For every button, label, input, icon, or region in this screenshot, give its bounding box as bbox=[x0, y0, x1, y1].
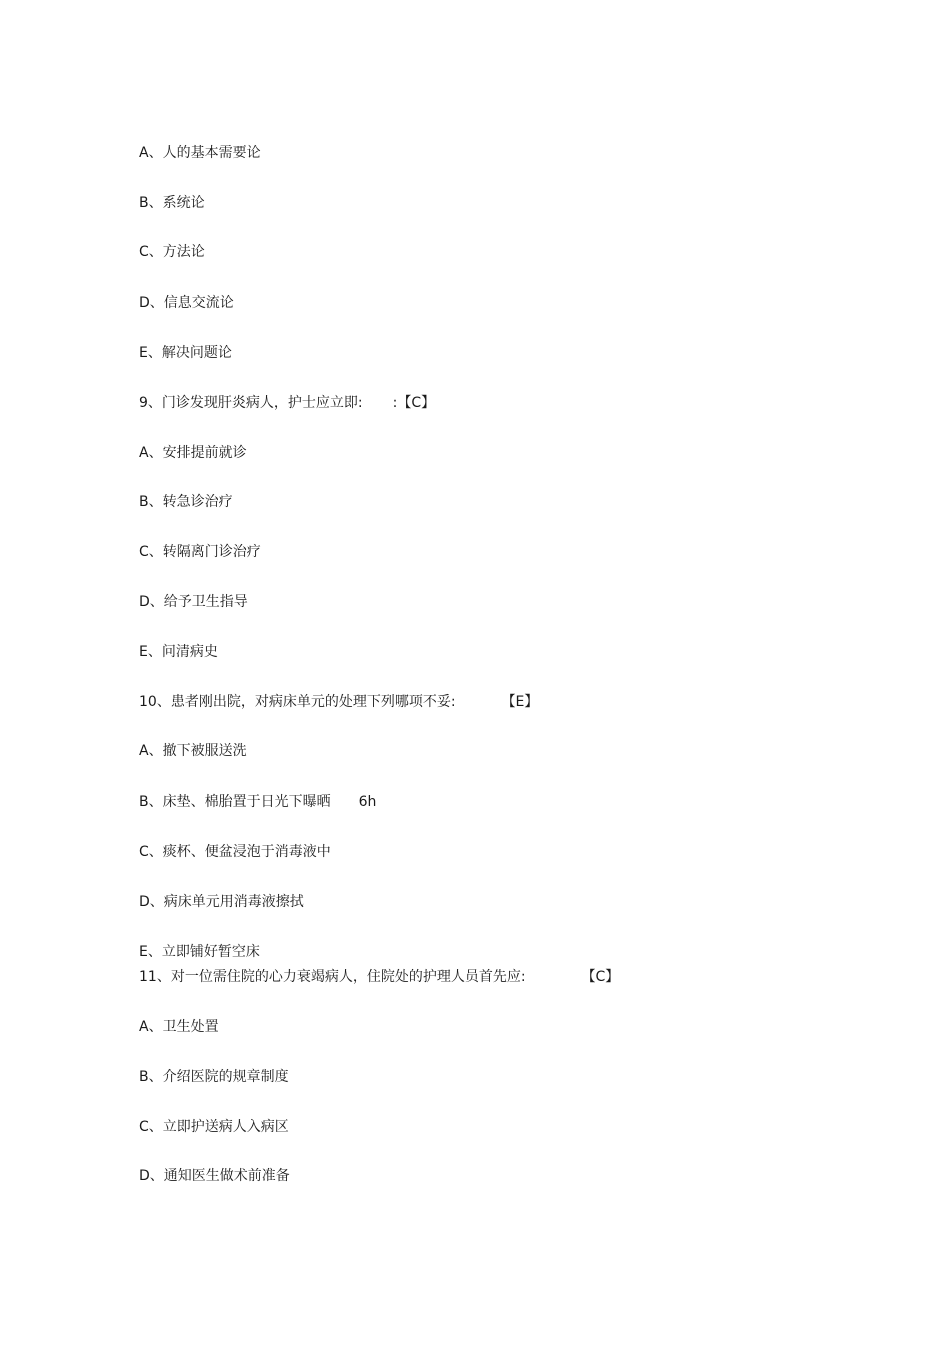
q11-option-d: D、通知医生做术前准备 bbox=[139, 1168, 290, 1184]
q9-option-c: C、转隔离门诊治疗 bbox=[139, 544, 261, 560]
q11-option-b: B、介绍医院的规章制度 bbox=[139, 1069, 289, 1085]
q10-option-b-suffix: 6h bbox=[358, 794, 377, 810]
q10-answer: 【E】 bbox=[501, 694, 539, 710]
q9-option-e: E、问清病史 bbox=[139, 644, 218, 660]
q9-answer: :【C】 bbox=[392, 395, 436, 411]
q11-stem-line bbox=[139, 968, 619, 986]
q10-option-c: C、痰杯、便盆浸泡于消毒液中 bbox=[139, 844, 331, 860]
q9-stem: 9、门诊发现肝炎病人，护士应立即: bbox=[139, 395, 363, 411]
q11-option-a: A、卫生处置 bbox=[139, 1019, 219, 1035]
q8-option-b: B、系统论 bbox=[139, 195, 205, 211]
q9-option-d: D、给予卫生指导 bbox=[139, 594, 248, 610]
q10-option-b-line bbox=[139, 793, 376, 811]
q8-option-a: A、人的基本需要论 bbox=[139, 145, 261, 161]
q10-option-e: E、立即铺好暂空床 bbox=[139, 944, 260, 960]
q10-option-b: B、床垫、棉胎置于日光下曝晒 bbox=[139, 794, 331, 810]
q10-stem: 10、患者刚出院，对病床单元的处理下列哪项不妥: bbox=[139, 694, 456, 710]
q11-stem: 11、对一位需住院的心力衰竭病人，住院处的护理人员首先应: bbox=[139, 969, 526, 985]
q9-option-b: B、转急诊治疗 bbox=[139, 494, 233, 510]
q8-option-e: E、解决问题论 bbox=[139, 345, 232, 361]
q9-stem-line bbox=[139, 394, 435, 412]
q8-option-c: C、方法论 bbox=[139, 244, 205, 260]
q11-answer: 【C】 bbox=[581, 969, 620, 985]
q9-option-a: A、安排提前就诊 bbox=[139, 445, 247, 461]
q10-stem-line bbox=[139, 693, 538, 711]
q8-option-d: D、信息交流论 bbox=[139, 295, 234, 311]
q10-option-a: A、撤下被服送洗 bbox=[139, 743, 247, 759]
q11-option-c: C、立即护送病人入病区 bbox=[139, 1119, 289, 1135]
q10-option-d: D、病床单元用消毒液擦拭 bbox=[139, 894, 304, 910]
